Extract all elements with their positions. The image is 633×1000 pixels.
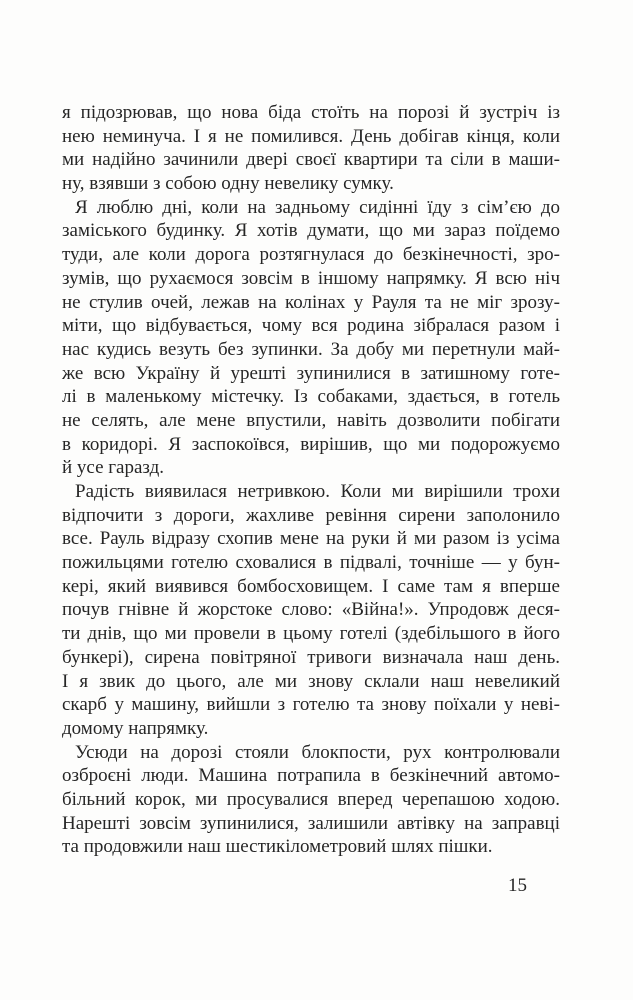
text-line: я підозрював, що нова біда стоїть на порозі й зустріч із xyxy=(62,102,560,123)
page-number: 15 xyxy=(508,875,527,896)
text-line: більний корок, ми просувалися вперед черепашою ходою. xyxy=(62,788,560,810)
text-line: домому напрямку. xyxy=(62,717,209,739)
paragraph xyxy=(62,741,560,859)
text-line: в коридорі. Я заспокоївся, вирішив, що ми подорожуємо xyxy=(62,433,560,455)
text-line: скарб у машину, вийшли з готелю та знову поїхали у неві- xyxy=(62,694,560,716)
text-line: та продовжили наш шестикілометровий шлях пішки. xyxy=(62,836,493,858)
paragraph xyxy=(62,196,560,480)
text-line: Радість виявилася нетривкою. Коли ми вирішили трохи xyxy=(75,481,560,502)
text-line: ми надійно зачинили двері своєї квартири та сіли в маши- xyxy=(62,149,560,171)
text-line: ти днів, що ми провели в цьому готелі (здебільшого в його xyxy=(62,623,560,645)
paragraph xyxy=(62,480,560,741)
text-line: й усе гаразд. xyxy=(62,457,165,479)
text-line: же всю Україну й урешті зупинилися в затишному готе- xyxy=(62,362,560,384)
text-line: зумів, що рухаємося зовсім в іншому напрямку. Я всю ніч xyxy=(62,267,560,289)
text-line: озброєні люди. Машина потрапила в безкінечний автомо- xyxy=(62,765,560,787)
text-line: ну, взявши з собою одну невелику сумку. xyxy=(62,173,394,195)
text-line: туди, але коли дорога розтягнулася до безкінечності, зро- xyxy=(62,244,560,266)
text-line: почув гнівне й жорстоке слово: «Війна!». Упродовж деся- xyxy=(62,599,560,621)
text-line: відпочити з дороги, жахливе ревіння сирени заполонило xyxy=(62,504,560,526)
text-line: не селять, але мене впустили, навіть дозволити побігати xyxy=(62,409,560,431)
text-line: нас кудись везуть без зупинки. За добу ми перетнули май- xyxy=(62,338,560,360)
text-line: не стулив очей, лежав на колінах у Рауля та не міг зрозу- xyxy=(62,291,560,313)
text-line: все. Рауль відразу схопив мене на руки й ми разом із усіма xyxy=(62,528,560,550)
text-line: кері, який виявився бомбосховищем. І саме там я вперше xyxy=(62,575,560,597)
text-line: пожильцями готелю сховалися в підвалі, точніше — у бун- xyxy=(62,552,560,574)
text-line: І я звик до цього, але ми знову склали наш невеликий xyxy=(62,670,560,692)
text-line: міти, що відбувається, чому вся родина зібралася разом і xyxy=(62,315,560,337)
text-line: Нарешті зовсім зупинилися, залишили автівку на заправці xyxy=(62,812,560,834)
text-line: нею неминуча. І я не помилився. День добігав кінця, коли xyxy=(62,125,560,147)
paragraph xyxy=(62,101,560,196)
text-line: заміського будинку. Я хотів думати, що ми зараз поїдемо xyxy=(62,220,560,242)
text-block xyxy=(62,101,560,859)
text-line: Усюди на дорозі стояли блокпости, рух контролювали xyxy=(75,741,560,763)
text-line: Я люблю дні, коли на задньому сидінні їду з сім’єю до xyxy=(75,196,560,218)
text-line: бункері), сирена повітряної тривоги визначала наш день. xyxy=(62,646,560,668)
text-line: лі в маленькому містечку. Із собаками, здається, в готель xyxy=(62,386,560,408)
